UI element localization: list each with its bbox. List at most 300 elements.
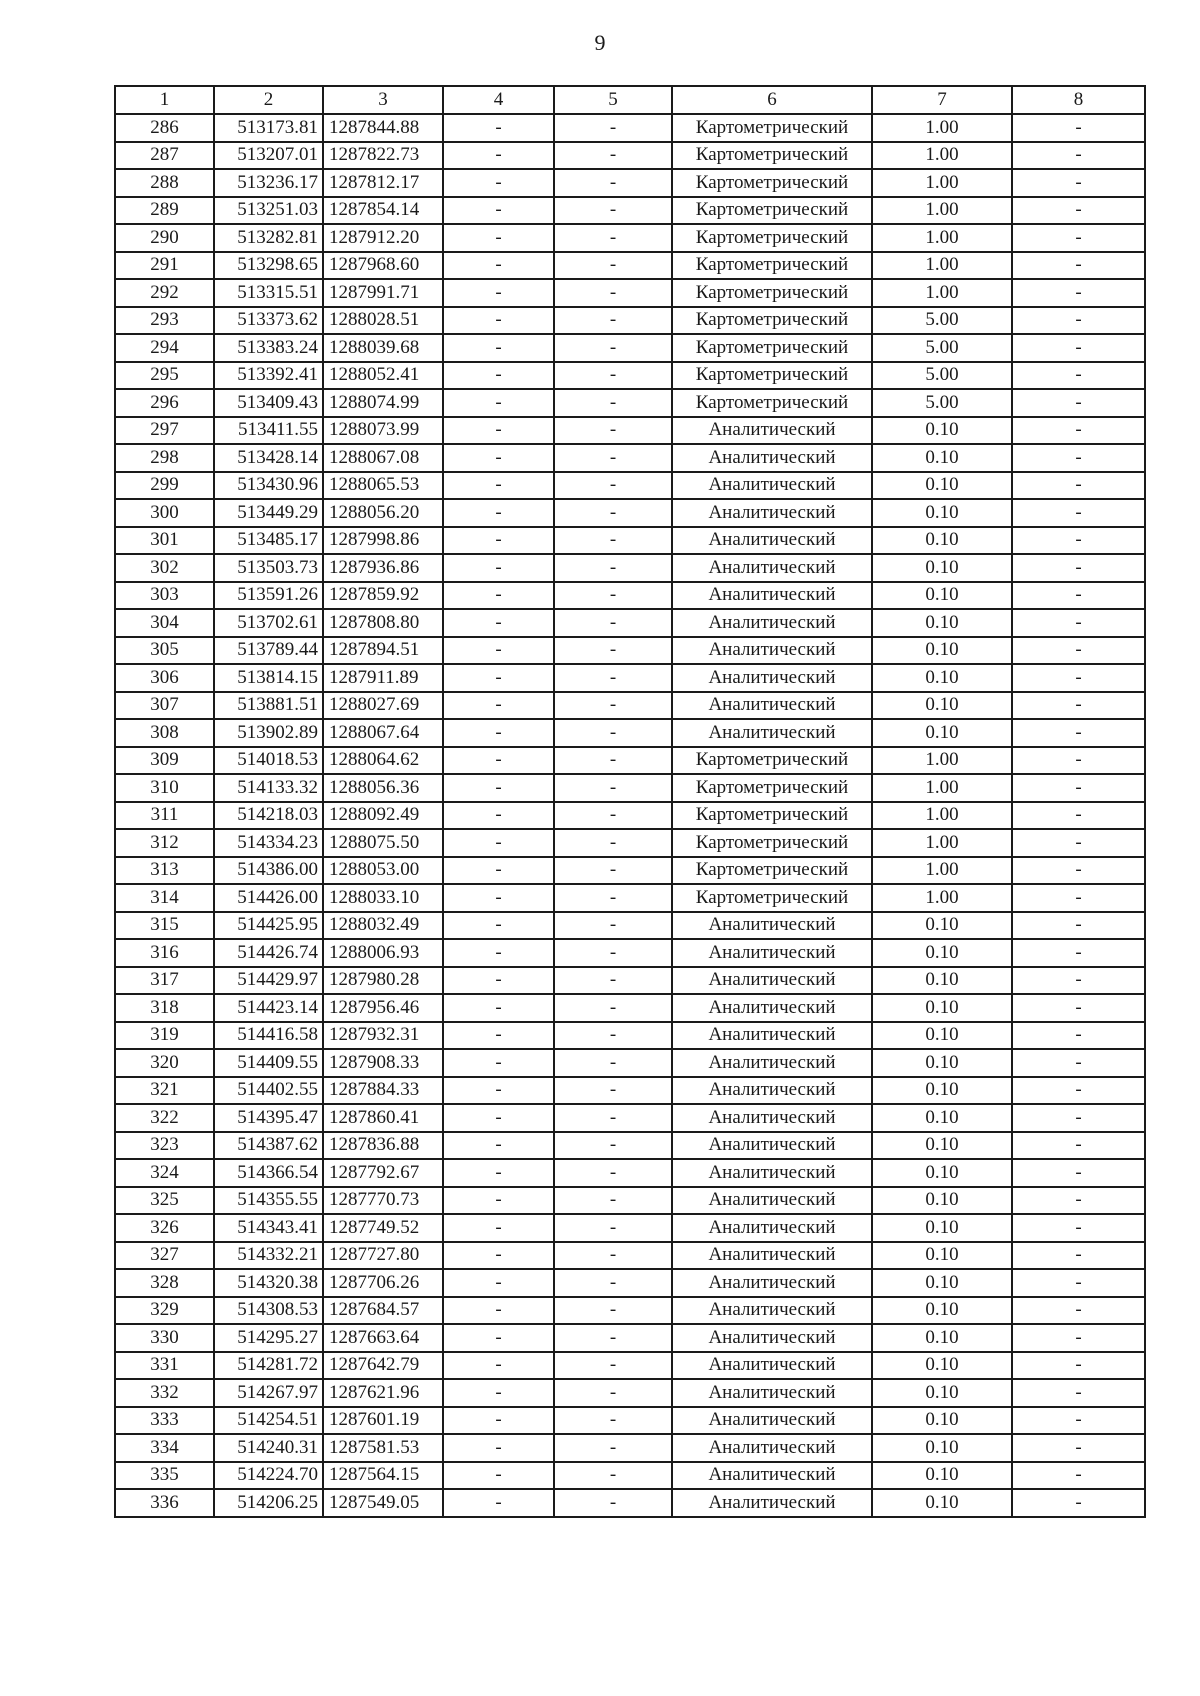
cell-accuracy: 0.10 (872, 1489, 1012, 1517)
cell-point-number: 298 (115, 444, 214, 472)
cell-x-coordinate: 513173.81 (214, 114, 323, 142)
cell-method: Картометрический (672, 279, 872, 307)
table-row (115, 582, 1145, 610)
cell-method: Аналитический (672, 527, 872, 555)
cell-x-coordinate: 513428.14 (214, 444, 323, 472)
cell-x-coordinate: 513902.89 (214, 719, 323, 747)
cell-point-number: 307 (115, 692, 214, 720)
cell-y-coordinate: 1287822.73 (323, 142, 443, 170)
cell-method: Картометрический (672, 857, 872, 885)
cell-col-4-value: - (443, 1407, 554, 1435)
cell-col-5-value: - (554, 1379, 672, 1407)
cell-x-coordinate: 514426.00 (214, 884, 323, 912)
cell-col-8-value: - (1012, 1187, 1145, 1215)
cell-y-coordinate: 1287812.17 (323, 169, 443, 197)
table-row (115, 1242, 1145, 1270)
cell-col-8-value: - (1012, 1462, 1145, 1490)
cell-col-4-value: - (443, 362, 554, 390)
cell-col-5-value: - (554, 912, 672, 940)
cell-col-4-value: - (443, 417, 554, 445)
table-row (115, 554, 1145, 582)
cell-point-number: 332 (115, 1379, 214, 1407)
cell-y-coordinate: 1288056.20 (323, 499, 443, 527)
cell-method: Картометрический (672, 197, 872, 225)
cell-y-coordinate: 1287991.71 (323, 279, 443, 307)
cell-col-5-value: - (554, 444, 672, 472)
cell-method: Аналитический (672, 1324, 872, 1352)
cell-col-8-value: - (1012, 582, 1145, 610)
cell-accuracy: 0.10 (872, 1077, 1012, 1105)
cell-x-coordinate: 513207.01 (214, 142, 323, 170)
cell-col-8-value: - (1012, 664, 1145, 692)
cell-accuracy: 0.10 (872, 692, 1012, 720)
cell-col-5-value: - (554, 1077, 672, 1105)
cell-method: Картометрический (672, 142, 872, 170)
cell-method: Аналитический (672, 1104, 872, 1132)
table-row (115, 1297, 1145, 1325)
cell-accuracy: 0.10 (872, 1352, 1012, 1380)
cell-y-coordinate: 1288028.51 (323, 307, 443, 335)
cell-accuracy: 0.10 (872, 609, 1012, 637)
cell-point-number: 318 (115, 994, 214, 1022)
cell-method: Аналитический (672, 692, 872, 720)
table-row (115, 1324, 1145, 1352)
table-row (115, 719, 1145, 747)
cell-col-5-value: - (554, 1132, 672, 1160)
cell-col-5-value: - (554, 1489, 672, 1517)
cell-point-number: 291 (115, 252, 214, 280)
table-row (115, 1022, 1145, 1050)
cell-col-4-value: - (443, 1022, 554, 1050)
cell-col-5-value: - (554, 664, 672, 692)
table-row (115, 692, 1145, 720)
cell-col-4-value: - (443, 499, 554, 527)
cell-col-4-value: - (443, 279, 554, 307)
cell-accuracy: 5.00 (872, 362, 1012, 390)
cell-accuracy: 0.10 (872, 1132, 1012, 1160)
cell-x-coordinate: 513411.55 (214, 417, 323, 445)
cell-col-4-value: - (443, 1297, 554, 1325)
cell-col-4-value: - (443, 1242, 554, 1270)
cell-method: Аналитический (672, 1077, 872, 1105)
cell-point-number: 308 (115, 719, 214, 747)
cell-col-5-value: - (554, 554, 672, 582)
table-row (115, 939, 1145, 967)
cell-col-8-value: - (1012, 1159, 1145, 1187)
cell-accuracy: 0.10 (872, 1324, 1012, 1352)
cell-y-coordinate: 1287894.51 (323, 637, 443, 665)
cell-col-4-value: - (443, 747, 554, 775)
cell-col-5-value: - (554, 747, 672, 775)
cell-col-8-value: - (1012, 114, 1145, 142)
cell-col-4-value: - (443, 994, 554, 1022)
cell-col-4-value: - (443, 1352, 554, 1380)
cell-method: Аналитический (672, 1049, 872, 1077)
cell-x-coordinate: 514386.00 (214, 857, 323, 885)
cell-col-4-value: - (443, 114, 554, 142)
cell-y-coordinate: 1287860.41 (323, 1104, 443, 1132)
cell-col-8-value: - (1012, 1379, 1145, 1407)
cell-method: Аналитический (672, 554, 872, 582)
cell-col-8-value: - (1012, 994, 1145, 1022)
cell-method: Аналитический (672, 1269, 872, 1297)
cell-x-coordinate: 514395.47 (214, 1104, 323, 1132)
cell-method: Аналитический (672, 1407, 872, 1435)
cell-y-coordinate: 1287601.19 (323, 1407, 443, 1435)
column-header: 4 (443, 86, 554, 114)
cell-accuracy: 5.00 (872, 307, 1012, 335)
cell-point-number: 317 (115, 967, 214, 995)
cell-col-4-value: - (443, 774, 554, 802)
cell-y-coordinate: 1287663.64 (323, 1324, 443, 1352)
cell-col-4-value: - (443, 252, 554, 280)
cell-col-4-value: - (443, 1269, 554, 1297)
cell-point-number: 324 (115, 1159, 214, 1187)
cell-col-5-value: - (554, 499, 672, 527)
cell-point-number: 313 (115, 857, 214, 885)
cell-col-4-value: - (443, 472, 554, 500)
table-row (115, 1159, 1145, 1187)
cell-point-number: 286 (115, 114, 214, 142)
table-row (115, 169, 1145, 197)
table-row (115, 114, 1145, 142)
cell-point-number: 289 (115, 197, 214, 225)
table-row (115, 224, 1145, 252)
cell-col-4-value: - (443, 1159, 554, 1187)
cell-col-8-value: - (1012, 334, 1145, 362)
cell-y-coordinate: 1287912.20 (323, 224, 443, 252)
cell-y-coordinate: 1288056.36 (323, 774, 443, 802)
cell-col-5-value: - (554, 362, 672, 390)
cell-method: Картометрический (672, 802, 872, 830)
cell-col-5-value: - (554, 1049, 672, 1077)
cell-col-8-value: - (1012, 912, 1145, 940)
table-row (115, 774, 1145, 802)
cell-col-5-value: - (554, 252, 672, 280)
cell-accuracy: 0.10 (872, 1269, 1012, 1297)
cell-method: Аналитический (672, 444, 872, 472)
cell-y-coordinate: 1287770.73 (323, 1187, 443, 1215)
column-header: 7 (872, 86, 1012, 114)
cell-x-coordinate: 513503.73 (214, 554, 323, 582)
cell-method: Аналитический (672, 1352, 872, 1380)
cell-point-number: 327 (115, 1242, 214, 1270)
cell-accuracy: 0.10 (872, 1407, 1012, 1435)
cell-point-number: 335 (115, 1462, 214, 1490)
cell-x-coordinate: 513789.44 (214, 637, 323, 665)
cell-col-8-value: - (1012, 1434, 1145, 1462)
cell-point-number: 311 (115, 802, 214, 830)
cell-x-coordinate: 514425.95 (214, 912, 323, 940)
cell-method: Аналитический (672, 1132, 872, 1160)
cell-col-5-value: - (554, 609, 672, 637)
cell-col-4-value: - (443, 169, 554, 197)
cell-x-coordinate: 513315.51 (214, 279, 323, 307)
cell-col-8-value: - (1012, 1077, 1145, 1105)
column-header: 1 (115, 86, 214, 114)
table-row (115, 279, 1145, 307)
cell-col-8-value: - (1012, 499, 1145, 527)
cell-accuracy: 5.00 (872, 389, 1012, 417)
table-row (115, 747, 1145, 775)
cell-col-8-value: - (1012, 802, 1145, 830)
cell-col-5-value: - (554, 857, 672, 885)
table-row (115, 857, 1145, 885)
cell-method: Аналитический (672, 1379, 872, 1407)
table-row (115, 362, 1145, 390)
cell-col-5-value: - (554, 169, 672, 197)
cell-col-4-value: - (443, 1489, 554, 1517)
cell-x-coordinate: 513392.41 (214, 362, 323, 390)
cell-col-8-value: - (1012, 609, 1145, 637)
cell-accuracy: 0.10 (872, 912, 1012, 940)
table-row (115, 1187, 1145, 1215)
cell-x-coordinate: 514224.70 (214, 1462, 323, 1490)
column-header: 3 (323, 86, 443, 114)
cell-col-5-value: - (554, 829, 672, 857)
cell-y-coordinate: 1287706.26 (323, 1269, 443, 1297)
cell-col-4-value: - (443, 1187, 554, 1215)
cell-col-4-value: - (443, 444, 554, 472)
cell-y-coordinate: 1288027.69 (323, 692, 443, 720)
cell-point-number: 290 (115, 224, 214, 252)
table-row (115, 1269, 1145, 1297)
cell-col-8-value: - (1012, 774, 1145, 802)
cell-accuracy: 0.10 (872, 417, 1012, 445)
cell-method: Аналитический (672, 994, 872, 1022)
table-row (115, 444, 1145, 472)
cell-accuracy: 0.10 (872, 1462, 1012, 1490)
cell-col-8-value: - (1012, 1407, 1145, 1435)
column-header: 8 (1012, 86, 1145, 114)
cell-accuracy: 1.00 (872, 252, 1012, 280)
cell-col-4-value: - (443, 1434, 554, 1462)
cell-col-5-value: - (554, 1462, 672, 1490)
cell-point-number: 314 (115, 884, 214, 912)
cell-col-8-value: - (1012, 884, 1145, 912)
cell-point-number: 310 (115, 774, 214, 802)
cell-accuracy: 0.10 (872, 1049, 1012, 1077)
cell-col-4-value: - (443, 1324, 554, 1352)
cell-method: Аналитический (672, 1159, 872, 1187)
cell-accuracy: 0.10 (872, 444, 1012, 472)
cell-y-coordinate: 1288032.49 (323, 912, 443, 940)
cell-x-coordinate: 514240.31 (214, 1434, 323, 1462)
cell-col-4-value: - (443, 719, 554, 747)
cell-y-coordinate: 1287792.67 (323, 1159, 443, 1187)
cell-x-coordinate: 514426.74 (214, 939, 323, 967)
cell-method: Картометрический (672, 389, 872, 417)
table-row (115, 1462, 1145, 1490)
cell-col-8-value: - (1012, 857, 1145, 885)
cell-col-4-value: - (443, 1104, 554, 1132)
cell-y-coordinate: 1287911.89 (323, 664, 443, 692)
table-row (115, 1352, 1145, 1380)
table-row (115, 307, 1145, 335)
cell-accuracy: 0.10 (872, 994, 1012, 1022)
cell-x-coordinate: 513251.03 (214, 197, 323, 225)
cell-point-number: 334 (115, 1434, 214, 1462)
cell-x-coordinate: 514409.55 (214, 1049, 323, 1077)
table-row (115, 197, 1145, 225)
cell-x-coordinate: 513449.29 (214, 499, 323, 527)
cell-point-number: 302 (115, 554, 214, 582)
cell-point-number: 301 (115, 527, 214, 555)
cell-x-coordinate: 514281.72 (214, 1352, 323, 1380)
cell-col-4-value: - (443, 637, 554, 665)
cell-y-coordinate: 1288033.10 (323, 884, 443, 912)
table-row (115, 637, 1145, 665)
cell-method: Аналитический (672, 719, 872, 747)
cell-point-number: 287 (115, 142, 214, 170)
cell-x-coordinate: 513881.51 (214, 692, 323, 720)
table-row (115, 802, 1145, 830)
cell-col-5-value: - (554, 1242, 672, 1270)
cell-method: Картометрический (672, 252, 872, 280)
cell-col-5-value: - (554, 582, 672, 610)
cell-x-coordinate: 513236.17 (214, 169, 323, 197)
table-row (115, 527, 1145, 555)
cell-method: Аналитический (672, 499, 872, 527)
table-body (115, 114, 1145, 1517)
cell-col-5-value: - (554, 307, 672, 335)
cell-accuracy: 0.10 (872, 637, 1012, 665)
cell-col-4-value: - (443, 389, 554, 417)
cell-y-coordinate: 1287980.28 (323, 967, 443, 995)
table-row (115, 1407, 1145, 1435)
cell-accuracy: 1.00 (872, 197, 1012, 225)
table-row (115, 1434, 1145, 1462)
cell-point-number: 299 (115, 472, 214, 500)
cell-x-coordinate: 513814.15 (214, 664, 323, 692)
cell-y-coordinate: 1288006.93 (323, 939, 443, 967)
cell-point-number: 322 (115, 1104, 214, 1132)
cell-col-8-value: - (1012, 1269, 1145, 1297)
cell-point-number: 319 (115, 1022, 214, 1050)
cell-col-4-value: - (443, 334, 554, 362)
cell-accuracy: 0.10 (872, 1214, 1012, 1242)
cell-col-5-value: - (554, 1269, 672, 1297)
cell-point-number: 296 (115, 389, 214, 417)
cell-point-number: 315 (115, 912, 214, 940)
cell-x-coordinate: 513383.24 (214, 334, 323, 362)
cell-method: Картометрический (672, 774, 872, 802)
cell-point-number: 297 (115, 417, 214, 445)
cell-x-coordinate: 513409.43 (214, 389, 323, 417)
cell-col-5-value: - (554, 692, 672, 720)
cell-y-coordinate: 1287621.96 (323, 1379, 443, 1407)
cell-col-8-value: - (1012, 362, 1145, 390)
cell-point-number: 325 (115, 1187, 214, 1215)
cell-method: Аналитический (672, 1022, 872, 1050)
cell-method: Аналитический (672, 967, 872, 995)
cell-x-coordinate: 514254.51 (214, 1407, 323, 1435)
cell-accuracy: 1.00 (872, 224, 1012, 252)
cell-x-coordinate: 514320.38 (214, 1269, 323, 1297)
cell-accuracy: 0.10 (872, 1187, 1012, 1215)
cell-method: Картометрический (672, 224, 872, 252)
cell-method: Картометрический (672, 169, 872, 197)
cell-col-8-value: - (1012, 1049, 1145, 1077)
cell-accuracy: 0.10 (872, 1242, 1012, 1270)
cell-x-coordinate: 513298.65 (214, 252, 323, 280)
cell-point-number: 321 (115, 1077, 214, 1105)
cell-y-coordinate: 1287836.88 (323, 1132, 443, 1160)
cell-y-coordinate: 1288065.53 (323, 472, 443, 500)
cell-x-coordinate: 514416.58 (214, 1022, 323, 1050)
cell-x-coordinate: 514366.54 (214, 1159, 323, 1187)
cell-method: Аналитический (672, 609, 872, 637)
cell-col-5-value: - (554, 1159, 672, 1187)
cell-accuracy: 0.10 (872, 1379, 1012, 1407)
cell-col-5-value: - (554, 802, 672, 830)
cell-accuracy: 1.00 (872, 774, 1012, 802)
cell-col-8-value: - (1012, 1022, 1145, 1050)
cell-col-8-value: - (1012, 829, 1145, 857)
cell-y-coordinate: 1288039.68 (323, 334, 443, 362)
cell-col-8-value: - (1012, 1214, 1145, 1242)
cell-accuracy: 0.10 (872, 1022, 1012, 1050)
cell-y-coordinate: 1288073.99 (323, 417, 443, 445)
cell-x-coordinate: 514206.25 (214, 1489, 323, 1517)
cell-col-4-value: - (443, 197, 554, 225)
cell-col-8-value: - (1012, 142, 1145, 170)
cell-point-number: 323 (115, 1132, 214, 1160)
cell-col-8-value: - (1012, 637, 1145, 665)
cell-x-coordinate: 514267.97 (214, 1379, 323, 1407)
cell-col-8-value: - (1012, 224, 1145, 252)
table-row (115, 334, 1145, 362)
cell-x-coordinate: 514402.55 (214, 1077, 323, 1105)
cell-accuracy: 1.00 (872, 884, 1012, 912)
cell-point-number: 320 (115, 1049, 214, 1077)
cell-x-coordinate: 513373.62 (214, 307, 323, 335)
cell-y-coordinate: 1287684.57 (323, 1297, 443, 1325)
cell-method: Аналитический (672, 417, 872, 445)
cell-accuracy: 1.00 (872, 114, 1012, 142)
cell-accuracy: 0.10 (872, 719, 1012, 747)
cell-x-coordinate: 514387.62 (214, 1132, 323, 1160)
cell-x-coordinate: 514355.55 (214, 1187, 323, 1215)
cell-point-number: 305 (115, 637, 214, 665)
cell-method: Аналитический (672, 664, 872, 692)
cell-y-coordinate: 1287642.79 (323, 1352, 443, 1380)
cell-accuracy: 1.00 (872, 857, 1012, 885)
cell-method: Картометрический (672, 334, 872, 362)
cell-point-number: 293 (115, 307, 214, 335)
table-row (115, 664, 1145, 692)
cell-accuracy: 0.10 (872, 472, 1012, 500)
cell-col-8-value: - (1012, 719, 1145, 747)
cell-x-coordinate: 514334.23 (214, 829, 323, 857)
cell-x-coordinate: 514295.27 (214, 1324, 323, 1352)
cell-col-8-value: - (1012, 169, 1145, 197)
cell-point-number: 295 (115, 362, 214, 390)
cell-col-4-value: - (443, 1379, 554, 1407)
cell-y-coordinate: 1288092.49 (323, 802, 443, 830)
cell-col-4-value: - (443, 664, 554, 692)
cell-y-coordinate: 1287884.33 (323, 1077, 443, 1105)
cell-accuracy: 0.10 (872, 527, 1012, 555)
cell-y-coordinate: 1288053.00 (323, 857, 443, 885)
cell-method: Аналитический (672, 1462, 872, 1490)
cell-method: Аналитический (672, 1187, 872, 1215)
cell-method: Аналитический (672, 1489, 872, 1517)
cell-col-8-value: - (1012, 389, 1145, 417)
cell-col-4-value: - (443, 1077, 554, 1105)
cell-x-coordinate: 514308.53 (214, 1297, 323, 1325)
cell-y-coordinate: 1287908.33 (323, 1049, 443, 1077)
